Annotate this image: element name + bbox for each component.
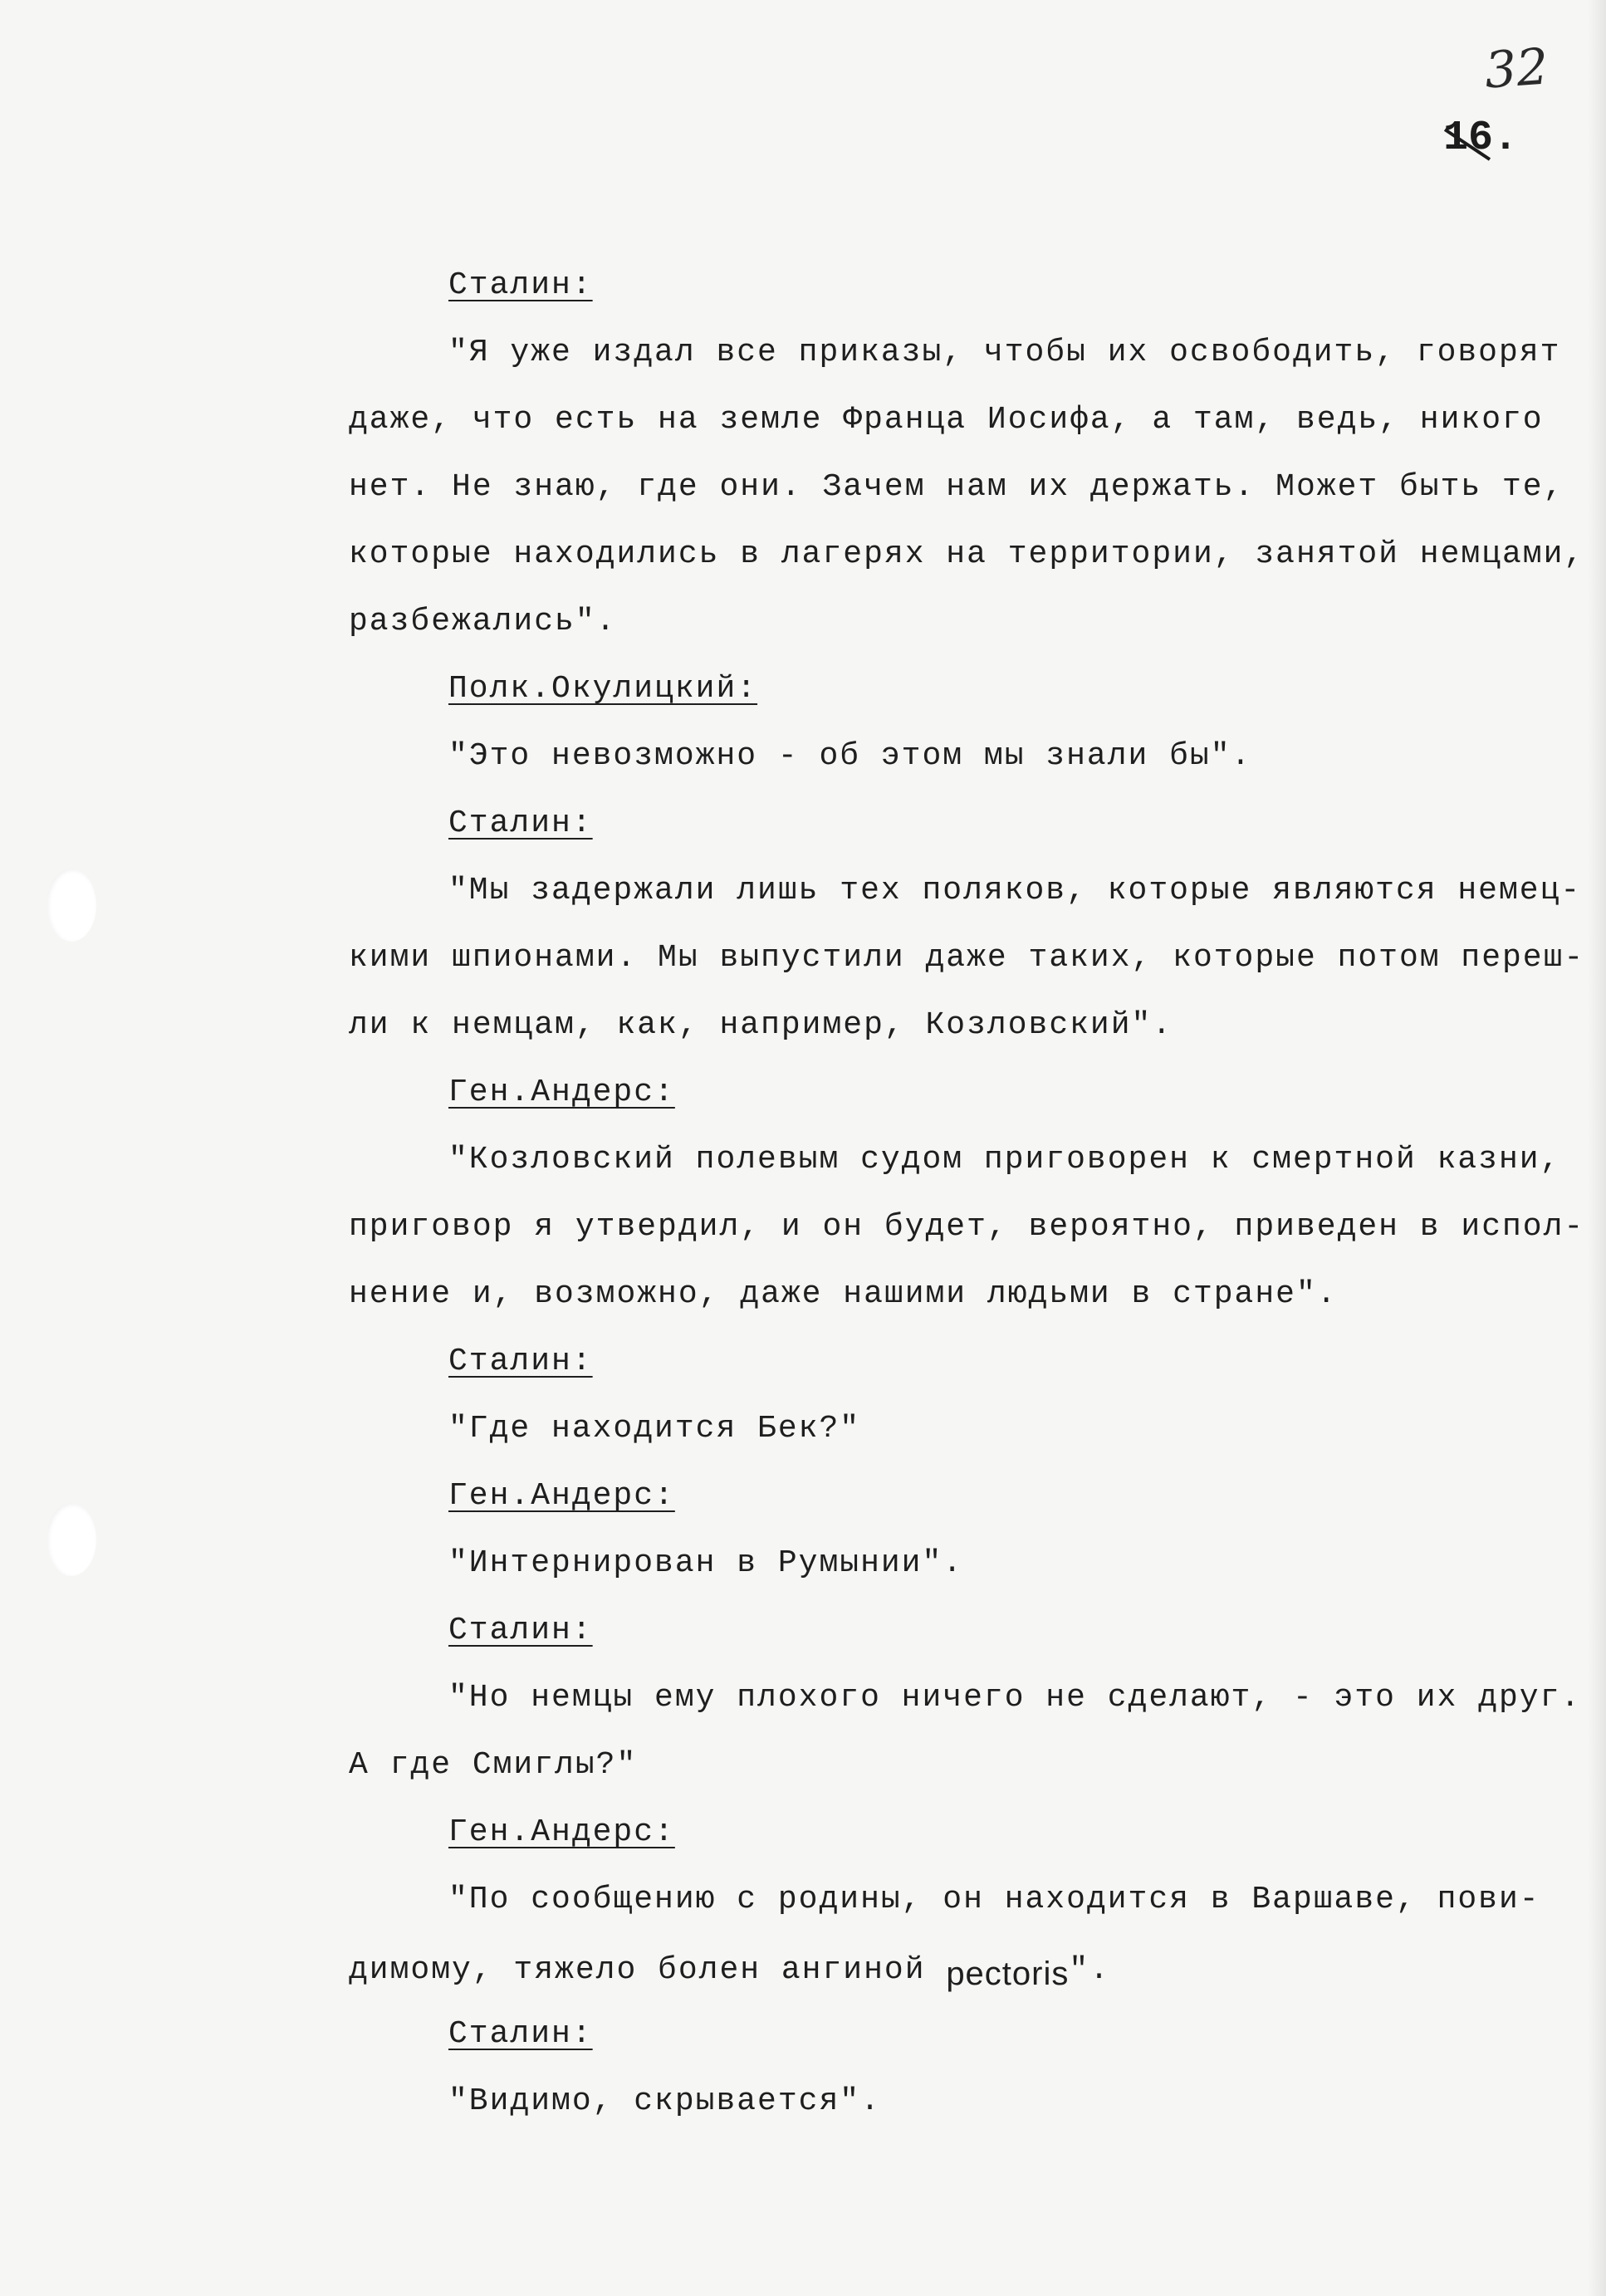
line-text: Ген.Андерс: xyxy=(448,1814,675,1850)
speech-line xyxy=(349,468,1564,507)
line-text: "Это невозможно - об этом мы знали бы". xyxy=(448,738,1252,774)
line-text: Сталин: xyxy=(448,1344,593,1379)
speaker-stalin xyxy=(448,1342,593,1382)
line-text: даже, что есть на земле Франца Иосифа, а там, ведь, никого xyxy=(349,402,1544,438)
typed-page-number: 16. xyxy=(1443,115,1519,162)
speech-line xyxy=(448,2082,881,2122)
speech-line xyxy=(349,535,1584,575)
line-text: Полк.Окулицкий: xyxy=(448,671,758,707)
speaker-stalin xyxy=(448,804,593,844)
line-text: разбежались". xyxy=(349,604,617,639)
speech-line xyxy=(349,400,1544,440)
speech-line xyxy=(349,1947,1110,1990)
speech-line xyxy=(448,1880,1540,1920)
speech-line xyxy=(349,1207,1584,1247)
speech-line xyxy=(448,1544,963,1584)
line-text: "Интернирован в Румынии". xyxy=(448,1545,964,1581)
line-text: "Но немцы ему плохого ничего не сделают, - это их друг. xyxy=(448,1680,1582,1716)
speaker-stalin xyxy=(448,1611,593,1651)
line-text: А где Смиглы?" xyxy=(349,1747,638,1783)
line-text: Сталин: xyxy=(448,2016,593,2052)
line-tail: ". xyxy=(1069,1952,1110,1988)
speech-line xyxy=(349,602,616,642)
speaker-stalin xyxy=(448,2015,593,2054)
speaker-okulicki xyxy=(448,669,757,709)
speaker-stalin xyxy=(448,266,593,306)
speech-line xyxy=(448,737,1251,776)
line-text: Сталин: xyxy=(448,805,593,841)
line-text: "Козловский полевым судом приговорен к смертной казни, xyxy=(448,1142,1561,1177)
line-text: Ген.Андерс: xyxy=(448,1075,675,1110)
speech-line xyxy=(349,938,1584,978)
line-text: кими шпионами. Мы выпустили даже таких, которые потом переш- xyxy=(349,940,1585,976)
line-text: Сталин: xyxy=(448,267,593,303)
line-text: "По сообщению с родины, он находится в Варшаве, пови- xyxy=(448,1882,1540,1917)
line-text: которые находились в лагерях на территории, занятой немцами, xyxy=(349,536,1585,572)
line-text: Ген.Андерс: xyxy=(448,1478,675,1514)
line-text: ли к немцам, как, например, Козловский". xyxy=(349,1007,1173,1043)
speech-line xyxy=(448,1409,860,1449)
line-text: Сталин: xyxy=(448,1613,593,1648)
handwritten-page-number: 32 xyxy=(1482,37,1550,100)
speech-line xyxy=(448,333,1560,373)
line-text: "Мы задержали лишь тех поляков, которые являются немец- xyxy=(448,873,1582,908)
punch-hole xyxy=(47,1503,96,1576)
speaker-anders xyxy=(448,1073,675,1113)
line-text: "Я уже издал все приказы, чтобы их освободить, говорят xyxy=(448,335,1561,370)
speaker-anders xyxy=(448,1813,675,1853)
line-text: "Видимо, скрывается". xyxy=(448,2083,881,2119)
punch-hole xyxy=(47,869,96,942)
speech-line xyxy=(448,871,1581,911)
speech-line xyxy=(349,1006,1173,1045)
line-text: приговор я утвердил, и он будет, вероятно, приведен в испол- xyxy=(349,1209,1585,1245)
line-text: "Где находится Бек?" xyxy=(448,1411,861,1447)
page-edge-shadow xyxy=(1588,0,1606,2296)
line-text: димому, тяжело болен ангиной xyxy=(349,1952,947,1988)
speaker-anders xyxy=(448,1476,675,1516)
speech-line xyxy=(349,1745,637,1785)
line-text: нет. Не знаю, где они. Зачем нам их держать. Может быть те, xyxy=(349,469,1564,505)
speech-line xyxy=(349,1275,1338,1314)
speech-line xyxy=(448,1140,1560,1180)
speech-line xyxy=(448,1678,1581,1718)
latin-word: pectoris xyxy=(946,1956,1070,1992)
line-text: нение и, возможно, даже нашими людьми в стране". xyxy=(349,1276,1338,1312)
